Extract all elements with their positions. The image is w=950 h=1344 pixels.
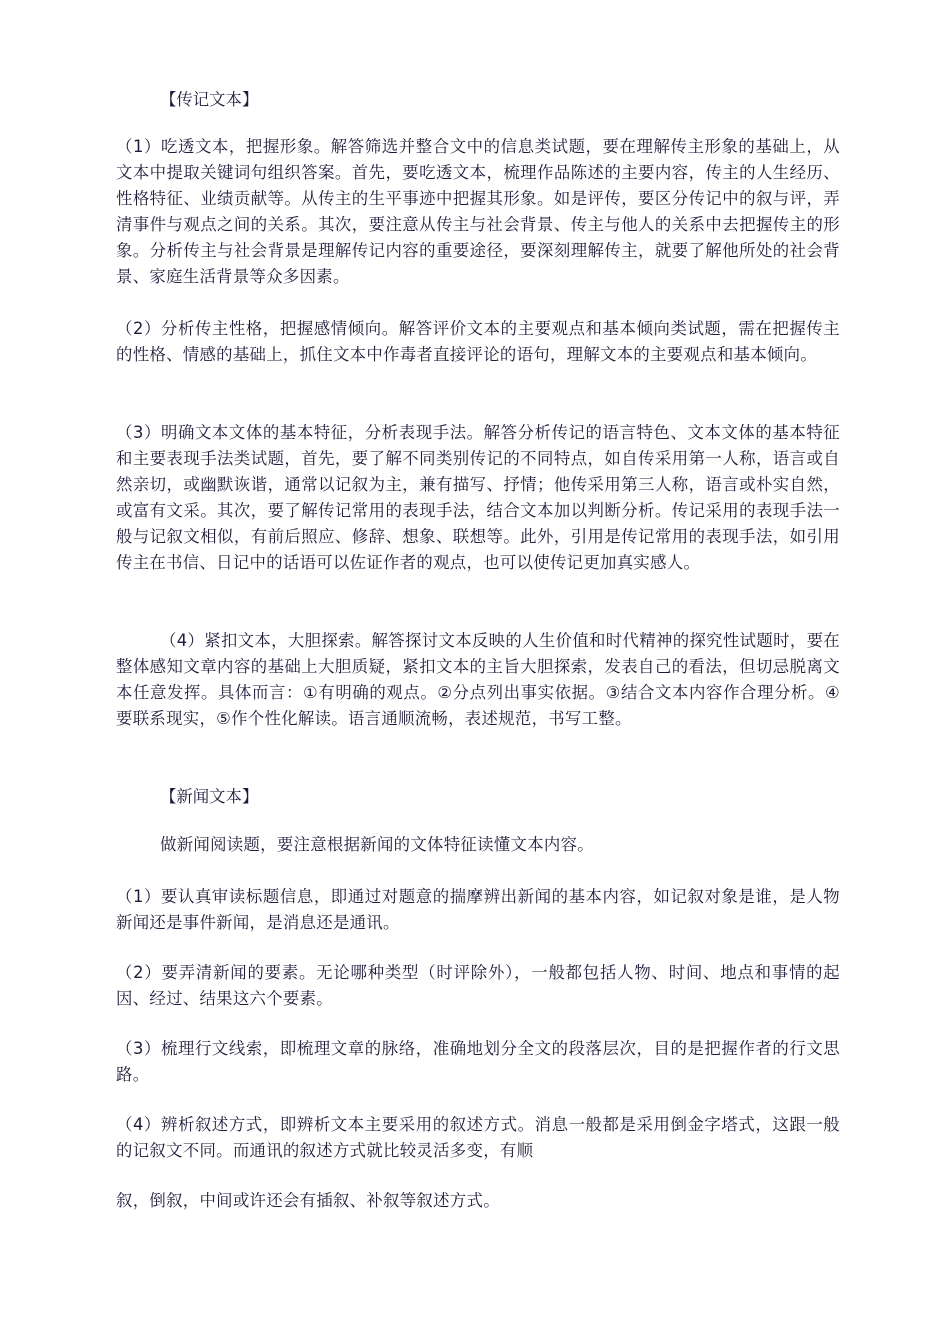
section-heading-news: 【新闻文本】 (160, 787, 259, 806)
paragraph-news-1: （1）要认真审读标题信息，即通过对题意的揣摩辨出新闻的基本内容，如记叙对象是谁，是人物新闻还是事件新闻，是消息还是通讯。 (116, 887, 840, 932)
section-heading-biography: 【传记文本】 (160, 90, 259, 109)
paragraph-bio-1: （1）吃透文本，把握形象。解答筛选并整合文中的信息类试题，要在理解传主形象的基础上，从文本中提取关键词句组织答案。首先，要吃透文本，梳理作品陈述的主要内容，传主的人生经历、性格特征、业绩贡献等。从传主的生平事迹中把握其形象。如是评传，要区分传记中的叙与评，弄清事件与观点之间的关系。其次，要注意从传主与社会背景、传主与他人的关系中去把握传主的形象。分析传主与社会背景是理解传记内容的重要途径，要深刻理解传主，就要了解他所处的社会背景、家庭生活背景等众多因素。 (116, 137, 840, 286)
paragraph-news-4: （4）辨析叙述方式，即辨析文本主要采用的叙述方式。消息一般都是采用倒金字塔式，这跟一般的记叙文不同。而通讯的叙述方式就比较灵活多变，有顺 (116, 1115, 840, 1160)
paragraph-news-4-continued: 叙，倒叙，中间或许还会有插叙、补叙等叙述方式。 (116, 1191, 500, 1210)
paragraph-news-intro: 做新闻阅读题，要注意根据新闻的文体特征读懂文本内容。 (160, 835, 594, 854)
paragraph-news-3: （3）梳理行文线索，即梳理文章的脉络，准确地划分全文的段落层次，目的是把握作者的行文思路。 (116, 1039, 840, 1084)
paragraph-news-2: （2）要弄清新闻的要素。无论哪种类型（时评除外），一般都包括人物、时间、地点和事情的起因、经过、结果这六个要素。 (116, 963, 840, 1008)
paragraph-bio-2: （2）分析传主性格，把握感情倾向。解答评价文本的主要观点和基本倾向类试题，需在把握传主的性格、情感的基础上，抓住文本中作毒者直接评论的语句，理解文本的主要观点和基本倾向。 (116, 319, 840, 364)
paragraph-bio-3: （3）明确文本文体的基本特征，分析表现手法。解答分析传记的语言特色、文本文体的基本特征和主要表现手法类试题，首先，要了解不同类别传记的不同特点，如自传采用第一人称，语言或自然亲切，或幽默诙谐，通常以记叙为主，兼有描写、抒情；他传采用第三人称，语言或朴实自然，或富有文采。其次，要了解传记常用的表现手法，结合文本加以判断分析。传记采用的表现手法一般与记叙文相似，有前后照应、修辞、想象、联想等。此外，引用是传记常用的表现手法，如引用传主在书信、日记中的话语可以佐证作者的观点，也可以使传记更加真实感人。 (116, 423, 840, 572)
paragraph-bio-4: （4）紧扣文本，大胆探索。解答探讨文本反映的人生价值和时代精神的探究性试题时，要在整体感知文章内容的基础上大胆质疑，紧扣文本的主旨大胆探索，发表自己的看法，但切忌脱离文本任意发挥。具体而言：①有明确的观点。②分点列出事实依据。③结合文本内容作合理分析。④要联系现实，⑤作个性化解读。语言通顺流畅，表述规范，书写工整。 (116, 631, 840, 728)
